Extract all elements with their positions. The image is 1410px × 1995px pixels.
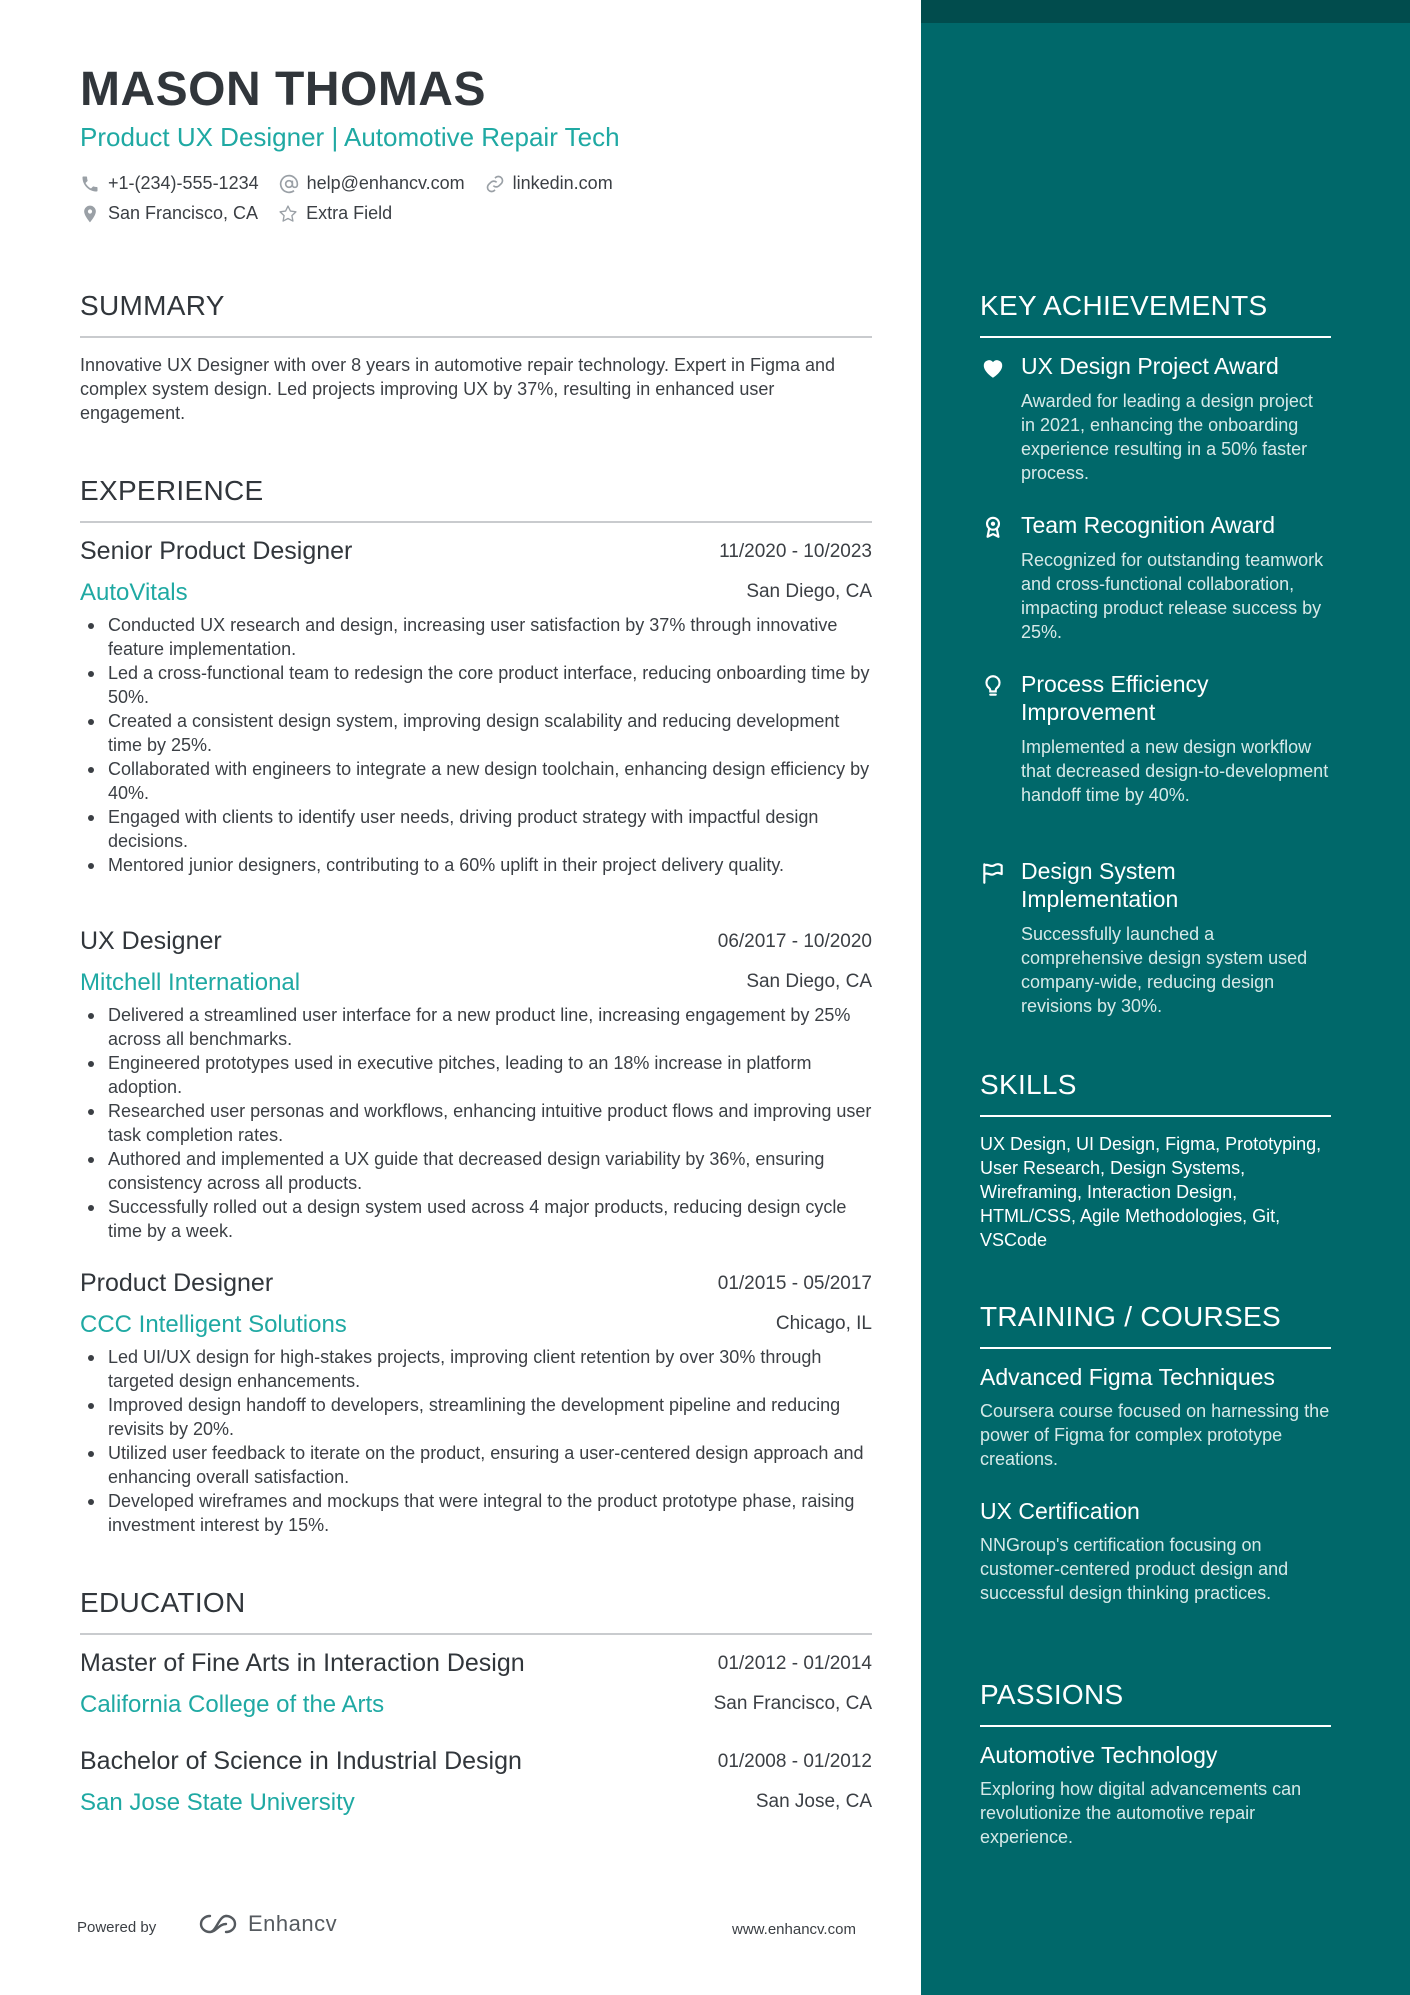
star-icon <box>278 204 298 224</box>
link-icon <box>485 174 505 194</box>
company-name[interactable]: AutoVitals <box>80 579 188 606</box>
education-heading: EDUCATION <box>80 1587 246 1618</box>
contact-email[interactable] <box>279 173 465 194</box>
sidebar-top-bar <box>921 0 1410 23</box>
contact-row <box>80 173 633 194</box>
section-divider <box>980 1347 1331 1349</box>
list-item: Engineered prototypes used in executive pitches, leading to an 18% increase in platform adoption. <box>108 1051 872 1099</box>
list-item: Conducted UX research and design, increasing user satisfaction by 37% through innovative feature implementation. <box>108 613 872 661</box>
email-text: help@enhancv.com <box>306 173 465 193</box>
contact-row <box>80 203 412 224</box>
lightbulb-icon <box>980 673 1006 699</box>
powered-by-label: Powered by <box>77 1919 157 1936</box>
sidebar <box>921 0 1410 1995</box>
job-location: Chicago, IL <box>775 1313 872 1334</box>
experience-heading: EXPERIENCE <box>80 475 264 506</box>
list-item: Delivered a streamlined user interface for a new product line, increasing engagement by 25% across all benchmarks. <box>108 1003 872 1051</box>
candidate-name: MASON THOMAS <box>80 63 486 116</box>
at-sign-icon <box>279 174 299 194</box>
course-title: UX Certification <box>980 1498 1140 1524</box>
section-divider <box>980 1725 1331 1727</box>
education-dates: 01/2012 - 01/2014 <box>717 1653 872 1674</box>
footer-url[interactable]: www.enhancv.com <box>732 1921 856 1938</box>
job-location: San Diego, CA <box>746 581 872 602</box>
enhancv-logo[interactable] <box>196 1911 337 1937</box>
list-item: Collaborated with engineers to integrate a new design toolchain, enhancing design efficiency by 40%. <box>108 757 872 805</box>
enhancv-logo-icon <box>196 1911 240 1937</box>
job-title: Product Designer <box>80 1269 274 1297</box>
passion-description: Exploring how digital advancements can revolutionize the automotive repair experience. <box>980 1779 1302 1847</box>
contact-extra <box>278 203 392 224</box>
company-name[interactable]: Mitchell International <box>80 969 301 996</box>
passions-heading: PASSIONS <box>980 1679 1124 1710</box>
passion-title: Automotive Technology <box>980 1742 1218 1768</box>
job-dates: 06/2017 - 10/2020 <box>717 931 872 952</box>
school-location: San Francisco, CA <box>713 1693 872 1714</box>
list-item: Authored and implemented a UX guide that decreased design variability by 36%, ensuring consistency across all products. <box>108 1147 872 1195</box>
job-dates: 01/2015 - 05/2017 <box>717 1273 872 1294</box>
achievement-description: Awarded for leading a design project in 2021, enhancing the onboarding experience resulting in a 50% faster process. <box>1021 391 1313 483</box>
achievement-title: Process Efficiency Improvement <box>1021 671 1209 725</box>
list-item: Developed wireframes and mockups that were integral to the product prototype phase, raising investment interest by 15%. <box>108 1489 872 1537</box>
school-location: San Jose, CA <box>755 1791 872 1812</box>
achievement-description: Recognized for outstanding teamwork and cross-functional collaboration, impacting product release success by 25%. <box>1021 550 1324 642</box>
school-name[interactable]: San Jose State University <box>80 1789 355 1816</box>
job-bullets <box>108 1003 872 1243</box>
linkedin-text: linkedin.com <box>512 173 613 193</box>
achievement-title: Design System Implementation <box>1021 858 1179 912</box>
list-item: Led a cross-functional team to redesign the core product interface, reducing onboarding time by 50%. <box>108 661 872 709</box>
skills-list: UX Design, UI Design, Figma, Prototyping, User Research, Design Systems, Wireframing, Interaction Design, HTML/CSS, Agile Methodologies, Git, VSCode <box>980 1134 1322 1250</box>
list-item: Improved design handoff to developers, streamlining the development pipeline and reducing revisits by 20%. <box>108 1393 872 1441</box>
list-item: Created a consistent design system, improving design scalability and reducing development time by 25%. <box>108 709 872 757</box>
section-divider <box>980 336 1331 338</box>
achievement-title: UX Design Project Award <box>1021 353 1279 379</box>
section-divider <box>80 336 872 338</box>
list-item: Researched user personas and workflows, enhancing intuitive product flows and improving user task completion rates. <box>108 1101 872 1145</box>
list-item: Successfully rolled out a design system used across 4 major products, reducing design cycle time by a week. <box>108 1195 872 1243</box>
school-name[interactable]: California College of the Arts <box>80 1691 385 1718</box>
education-dates: 01/2008 - 01/2012 <box>717 1751 872 1772</box>
job-bullets <box>108 1345 872 1537</box>
section-divider <box>80 521 872 523</box>
heart-icon <box>980 355 1006 381</box>
section-divider <box>980 1115 1331 1117</box>
degree-title: Master of Fine Arts in Interaction Design <box>80 1649 525 1677</box>
job-location: San Diego, CA <box>746 971 872 992</box>
job-dates: 11/2020 - 10/2023 <box>719 541 872 562</box>
list-item: Led UI/UX design for high-stakes projects, improving client retention by over 30% through targeted design enhancements. <box>108 1345 872 1393</box>
summary-text: Innovative UX Designer with over 8 years in automotive repair technology. Expert in Figma and complex system design. Led projects improving UX by 37%, resulting in enhanced user engagement. <box>80 355 836 423</box>
training-heading: TRAINING / COURSES <box>980 1301 1281 1332</box>
award-ribbon-icon <box>980 514 1006 540</box>
summary-heading: SUMMARY <box>80 290 225 321</box>
contact-phone[interactable] <box>80 173 259 194</box>
flag-icon <box>980 860 1006 886</box>
list-item: Utilized user feedback to iterate on the product, ensuring a user-centered design approach and enhancing overall satisfaction. <box>108 1441 872 1489</box>
enhancv-brand-text: Enhancv <box>248 1911 338 1936</box>
achievement-title: Team Recognition Award <box>1021 512 1275 538</box>
phone-text: +1-(234)-555-1234 <box>108 173 259 193</box>
extra-text: Extra Field <box>306 203 393 223</box>
job-title: UX Designer <box>80 927 222 955</box>
job-bullets <box>108 613 872 877</box>
degree-title: Bachelor of Science in Industrial Design <box>80 1747 522 1775</box>
course-title: Advanced Figma Techniques <box>980 1364 1275 1390</box>
phone-icon <box>80 174 100 194</box>
list-item: Mentored junior designers, contributing to a 60% uplift in their project delivery quality. <box>108 853 872 877</box>
achievements-heading: KEY ACHIEVEMENTS <box>980 290 1268 321</box>
achievement-description: Successfully launched a comprehensive design system used company-wide, reducing design revisions by 30%. <box>1021 924 1308 1016</box>
candidate-headline: Product UX Designer | Automotive Repair Tech <box>80 122 620 152</box>
job-title: Senior Product Designer <box>80 537 353 565</box>
location-text: San Francisco, CA <box>108 203 259 223</box>
course-description: NNGroup's certification focusing on customer-centered product design and successful design thinking practices. <box>980 1535 1289 1603</box>
achievement-description: Implemented a new design workflow that decreased design-to-development handoff time by 40%. <box>1021 737 1329 805</box>
course-description: Coursera course focused on harnessing the power of Figma for complex prototype creations. <box>980 1401 1330 1469</box>
contact-linkedin[interactable] <box>485 173 613 194</box>
list-item: Engaged with clients to identify user needs, driving product strategy with impactful design decisions. <box>108 805 872 853</box>
section-divider <box>80 1633 872 1635</box>
company-name[interactable]: CCC Intelligent Solutions <box>80 1311 347 1338</box>
contact-location <box>80 203 258 224</box>
skills-heading: SKILLS <box>980 1069 1077 1100</box>
location-pin-icon <box>80 204 100 224</box>
